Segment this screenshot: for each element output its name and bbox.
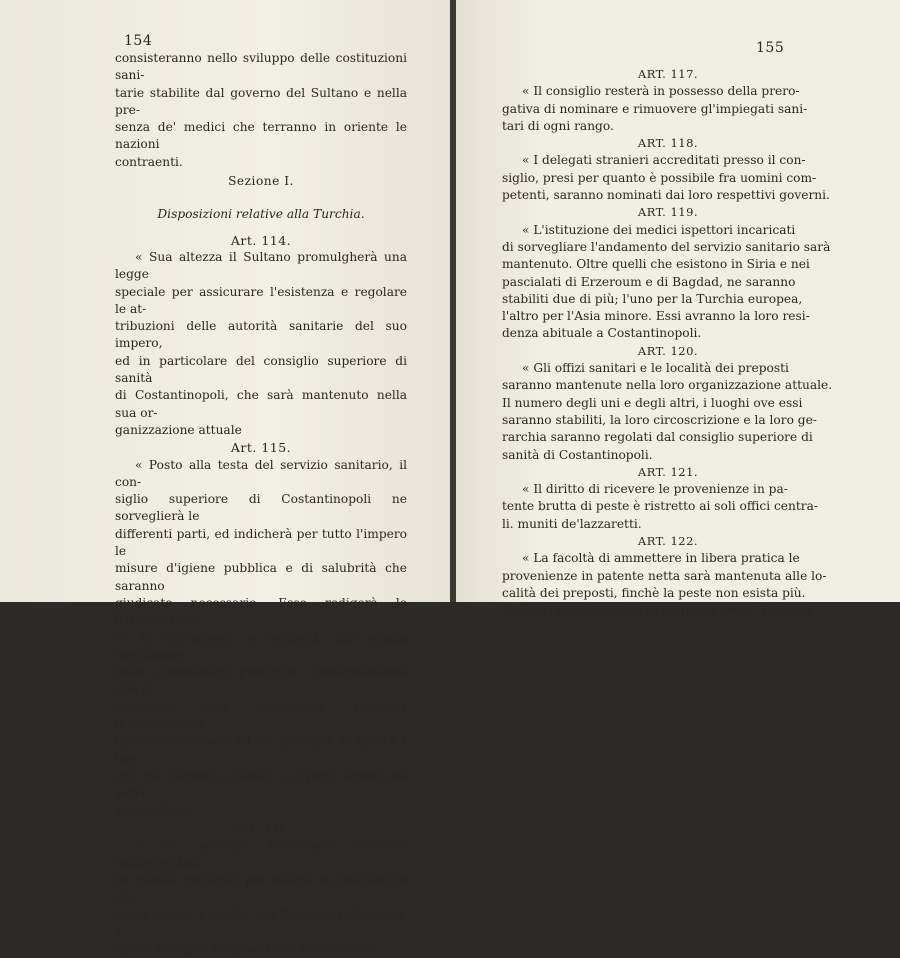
line: Il numero degli uni e degli altri, i luoghi ove essi: [502, 395, 803, 410]
right-page-number: 155: [756, 40, 785, 56]
line: saranno stabiliti, la loro circoscrizione e la loro ge-: [502, 412, 817, 427]
line: calità dei preposti, finchè la peste non esista più.: [502, 585, 806, 600]
line: mantenuto. Oltre quelli che esistono in Siria e nei: [502, 257, 810, 272]
line: speciale per assicurare l'esistenza e regolare le at-: [115, 284, 407, 316]
article-heading: ART. 119.: [637, 205, 699, 220]
line: ghi ove saranno stabiliti i diversi agenti del servi-: [115, 768, 407, 801]
section-title: Sezione I.: [228, 174, 294, 189]
line: « I delegati stranieri accreditati presso il con-: [522, 153, 806, 168]
article-heading: ART. 118.: [637, 136, 699, 151]
left-page-number: 154: [124, 33, 153, 49]
article-heading: ART. 117.: [637, 67, 699, 81]
line: « Gli offizi sanitari e le località dei preposti: [522, 361, 789, 376]
article-heading: ART. 116.: [230, 820, 292, 835]
line: ed in particolare del consiglio superiore di sanità: [115, 353, 407, 386]
line: tribuzioni delle autorità sanitarie del suo impero,: [115, 319, 407, 351]
line: « La facoltà di ammettere in libera pratica le: [522, 551, 800, 566]
line: pascialati di Erzeroum e di Bagdad, ne saranno: [502, 274, 796, 289]
line: sanità di Costantinopoli.: [502, 447, 653, 462]
right-text-column: [502, 66, 834, 620]
article-heading: Art. 114.: [230, 232, 292, 248]
line: questi delegati avranno voce deliberativa.: [115, 941, 375, 956]
line: vi si riferiscono, e veglierà alla esatta esecuzione: [115, 630, 407, 662]
line: tarie stabilite dal governo del Sultano e nella pre-: [115, 85, 407, 117]
line: giudicate necessarie. Esso redigerà le istruzioni che: [115, 595, 407, 628]
line: zio sanitario.: [115, 803, 195, 818]
article-heading: ART. 122.: [637, 534, 699, 549]
line: « Il diritto di ricevere le provenienze in pa-: [522, 482, 788, 497]
line: stabiliti due di più; l'uno per la Turchia europea,: [502, 291, 803, 306]
line: « Posto alla testa del servizio sanitario, il con-: [115, 457, 407, 489]
line: siglio, presi per quanto è possibile fra uomini com-: [502, 170, 817, 185]
line: li. muniti de'lazzaretti.: [502, 516, 642, 531]
line: petenti, saranno nominati dai loro respettivi governi.: [502, 188, 830, 203]
line: contraenti.: [115, 154, 183, 169]
line: dicazioni della conferenza sanitaria internazionale: [115, 699, 407, 731]
line: ganizzazione attuale: [115, 422, 242, 437]
section-subtitle: Disposizioni relative alla Turchia.: [157, 207, 365, 222]
line: denza abituale a Costantinopoli.: [502, 326, 702, 341]
line: siglio superiore di Costantinopoli ne sorveglierà le: [115, 492, 407, 524]
left-text-column: [115, 50, 407, 958]
line: gativa di nominare e rimuovere gl'impiegati sani-: [502, 101, 808, 116]
line: « Sua altezza il Sultano promulgherà una legge: [115, 249, 407, 282]
article-heading: ART. 120.: [637, 343, 699, 358]
line: di sorvegliare l'andamento del servizio sanitario sarà: [502, 239, 831, 254]
line: senza de' medici che terranno in oriente le nazioni: [115, 120, 407, 152]
line: Questa facoltà cesserà in tempo di peste. Tuttavia: [502, 603, 813, 618]
line: mero eguale a quello dei funzionari ottomani, e: [115, 907, 407, 939]
article-heading: ART. 121.: [637, 464, 699, 479]
line: delle disposizioni prescritte conformemente alle in-: [115, 665, 407, 697]
line: tari di ogni rango.: [502, 118, 614, 133]
line: misure d'igiene pubblica e di salubrità che saranno: [115, 561, 407, 593]
line: « Il consiglio resterà in possesso della prero-: [522, 84, 800, 99]
line: « L'istituzione dei medici ispettori incaricati: [522, 222, 796, 237]
line: in questo consiglio per mezzo di delegati in nu-: [115, 872, 407, 904]
right-page: [456, 0, 900, 618]
line: saranno mantenute nella loro organizzazione attuale.: [502, 378, 833, 393]
line: differenti parti, ed indicherà per tutto l'impero le: [115, 526, 407, 559]
line: l'altro per l'Asia minore. Essi avranno la loro resi-: [502, 309, 810, 324]
line: tente brutta di peste è ristretto ai soli offici centra-: [502, 499, 818, 514]
line: (processo verbale 29 ed annessi), e fisserà i luo-: [115, 734, 407, 766]
line: provenienze in patente netta sarà mantenuta alle lo-: [502, 568, 827, 583]
line: consisteranno nello sviluppo delle costituzioni sani-: [115, 51, 407, 83]
line: di Costantinopoli, che sarà mantenuto nella sua or-: [115, 388, 407, 420]
line: « Le potenze interessate saranno rappresentate: [115, 838, 407, 870]
article-heading: Art. 115.: [230, 440, 292, 456]
line: rarchia saranno regolati dal consiglio superiore di: [502, 430, 813, 445]
